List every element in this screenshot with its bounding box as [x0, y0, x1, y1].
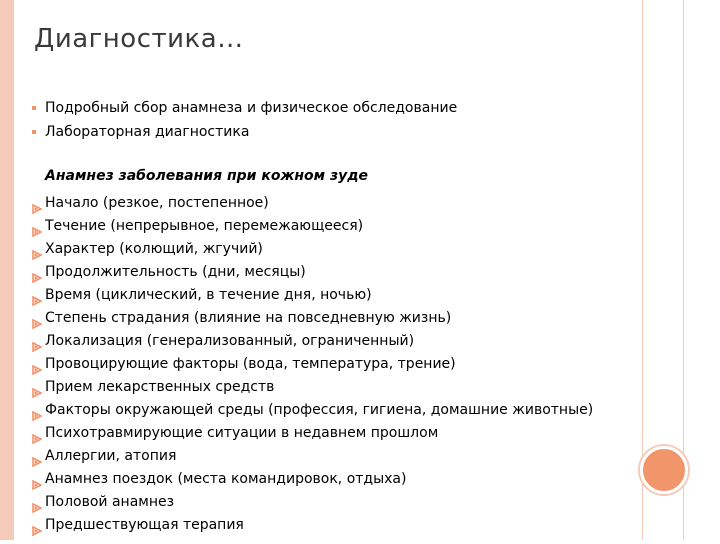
list-item-text: Факторы окружающей среды (профессия, гигиена, домашние животные) — [45, 402, 594, 418]
list-item-text: Локализация (генерализованный, ограниченный) — [45, 333, 415, 349]
arrow-bullet-icon — [32, 383, 42, 393]
list-item-text: Аллергии, атопия — [45, 448, 177, 464]
arrow-bullet-icon — [32, 475, 42, 485]
list-item-text: Характер (колющий, жгучий) — [45, 241, 263, 257]
square-bullet-icon — [32, 130, 36, 134]
list-item-text: Продолжительность (дни, месяцы) — [45, 264, 306, 280]
list-item — [32, 96, 457, 120]
list-item — [32, 514, 593, 537]
arrow-bullet-icon — [32, 268, 42, 278]
list-item-text: Провоцирующие факторы (вода, температура, трение) — [45, 356, 456, 372]
list-item — [32, 307, 593, 330]
arrow-bullet-icon — [32, 429, 42, 439]
arrow-bullet-icon — [32, 314, 42, 324]
list-item — [32, 261, 593, 284]
list-item — [32, 422, 593, 445]
arrow-bullet-icon — [32, 291, 42, 301]
list-item — [32, 192, 593, 215]
arrow-bullet-icon — [32, 199, 42, 209]
list-item — [32, 491, 593, 514]
list-item — [32, 376, 593, 399]
list-item-text: Степень страдания (влияние на повседневную жизнь) — [45, 310, 452, 326]
square-bullet-icon — [32, 106, 36, 110]
list-item-text: Лабораторная диагностика — [45, 124, 250, 140]
decorative-circle — [640, 446, 688, 494]
list-item — [32, 445, 593, 468]
arrow-bullet-icon — [32, 222, 42, 232]
list-item-text: Прием лекарственных средств — [45, 379, 275, 395]
list-item-text: Половой анамнез — [45, 494, 175, 510]
arrow-bullet-icon — [32, 521, 42, 531]
list-item — [32, 468, 593, 491]
list-item — [32, 353, 593, 376]
list-item — [32, 238, 593, 261]
left-decorative-border — [0, 0, 14, 540]
list-item-text: Время (циклический, в течение дня, ночью) — [45, 287, 372, 303]
arrow-bullet-icon — [32, 452, 42, 462]
list-item-text: Течение (непрерывное, перемежающееся) — [45, 218, 364, 234]
list-item-text: Анамнез поездок (места командировок, отдыха) — [45, 471, 407, 487]
list-item-text: Подробный сбор анамнеза и физическое обследование — [45, 100, 458, 116]
slide-title: Диагностика… — [34, 24, 244, 54]
list-item — [32, 120, 457, 144]
arrow-bullet-icon — [32, 337, 42, 347]
list-item-text: Психотравмирующие ситуации в недавнем прошлом — [45, 425, 439, 441]
anamnesis-list — [32, 192, 593, 537]
list-item-text: Начало (резкое, постепенное) — [45, 195, 269, 211]
section-subheading: Анамнез заболевания при кожном зуде — [45, 168, 369, 184]
list-item — [32, 399, 593, 422]
list-item — [32, 215, 593, 238]
arrow-bullet-icon — [32, 406, 42, 416]
arrow-bullet-icon — [32, 245, 42, 255]
arrow-bullet-icon — [32, 360, 42, 370]
intro-list — [32, 96, 457, 144]
list-item-text: Предшествующая терапия — [45, 517, 244, 533]
list-item — [32, 284, 593, 307]
arrow-bullet-icon — [32, 498, 42, 508]
list-item — [32, 330, 593, 353]
